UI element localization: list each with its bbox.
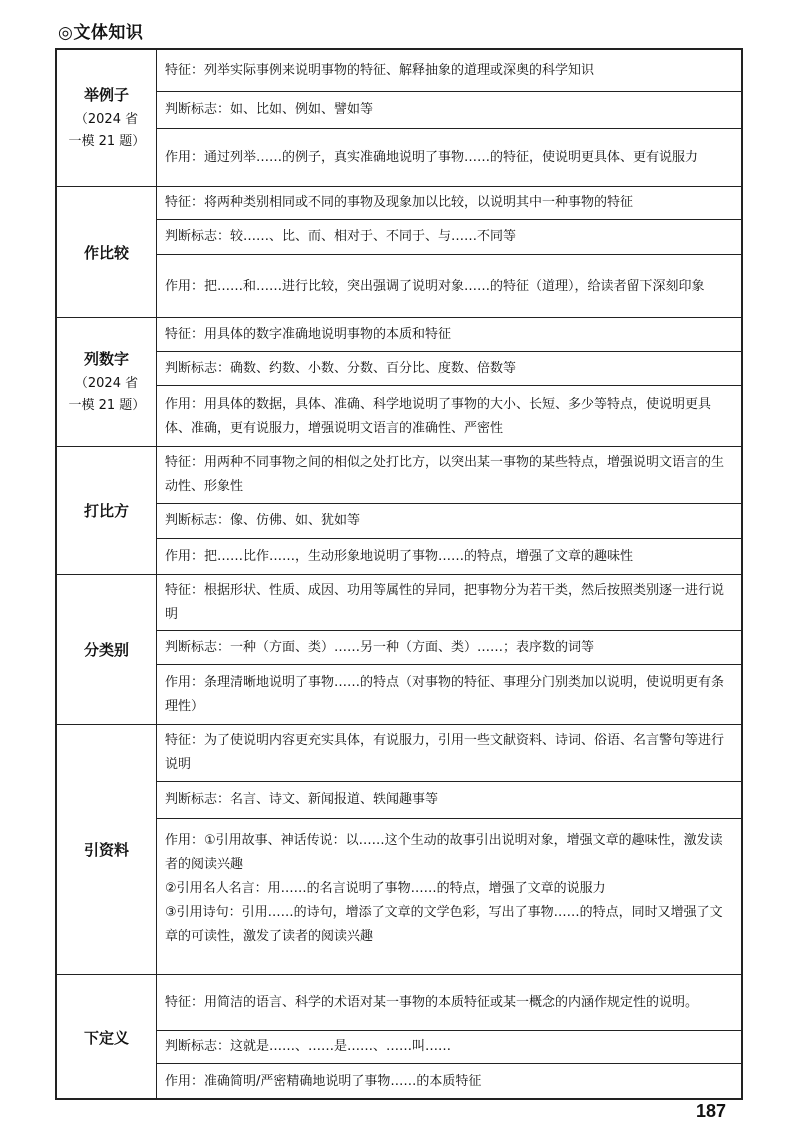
feature-cell bbox=[157, 975, 741, 1031]
marker-text: 判断标志：名言、诗文、新闻报道、轶闻趣事等 bbox=[165, 792, 439, 807]
feature-text: 特征：列举实际事例来说明事物的特征、解释抽象的道理或深奥的科学知识 bbox=[165, 62, 595, 78]
section-header: ◎文体知识 bbox=[58, 23, 144, 43]
table-row bbox=[57, 725, 741, 975]
function-text: 作用：①引用故事、神话传说：以……这个生动的故事引出说明对象，增强文章的趣味性，激发读者的阅读兴趣 bbox=[165, 833, 723, 872]
marker-cell bbox=[157, 352, 741, 386]
feature-text: 特征：用两种不同事物之间的相似之处打比方，以突出某一事物的某些特点，增强说明文语言的生动性、形象性 bbox=[165, 455, 725, 494]
function-cell bbox=[157, 665, 741, 725]
marker-cell bbox=[157, 1031, 741, 1064]
table-row bbox=[57, 318, 741, 447]
table-row bbox=[57, 187, 741, 318]
table-row bbox=[57, 50, 741, 187]
feature-cell bbox=[157, 318, 741, 352]
method-label bbox=[57, 575, 157, 724]
marker-cell bbox=[157, 782, 741, 819]
marker-text: 判断标志：这就是……、……是……、……叫…… bbox=[165, 1039, 452, 1054]
feature-text: 特征：用简洁的语言、科学的术语对某一事物的本质特征或某一概念的内涵作规定性的说明。 bbox=[165, 994, 699, 1010]
knowledge-table bbox=[55, 48, 743, 1100]
table-row bbox=[57, 975, 741, 1100]
method-name: 引资料 bbox=[83, 841, 129, 859]
method-source: （2024 省一模 21 题） bbox=[68, 111, 146, 149]
function-text: 作用：把……比作……，生动形象地说明了事物……的特点，增强了文章的趣味性 bbox=[165, 549, 634, 564]
method-name: 列数字 bbox=[83, 349, 129, 368]
function-text: 作用：条理清晰地说明了事物……的特点（对事物的特征、事理分门别类加以说明，使说明更有条理性） bbox=[165, 675, 725, 714]
feature-cell bbox=[157, 50, 741, 92]
marker-cell bbox=[157, 504, 741, 539]
function-cell bbox=[157, 255, 741, 318]
table-row bbox=[57, 447, 741, 575]
marker-text: 判断标志：像、仿佛、如、犹如等 bbox=[165, 513, 361, 528]
feature-text: 特征：用具体的数字准确地说明事物的本质和特征 bbox=[165, 326, 452, 342]
method-name: 打比方 bbox=[83, 502, 129, 520]
feature-cell bbox=[157, 725, 741, 782]
method-label bbox=[57, 187, 157, 317]
table-row bbox=[57, 575, 741, 725]
method-name: 分类别 bbox=[83, 641, 129, 659]
marker-cell bbox=[157, 631, 741, 665]
feature-text: 特征：将两种类别相同或不同的事物及现象加以比较，以说明其中一种事物的特征 bbox=[165, 195, 634, 210]
marker-text: 判断标志：确数、约数、小数、分数、百分比、度数、倍数等 bbox=[165, 360, 517, 376]
function-text: 作用：把……和……进行比较，突出强调了说明对象……的特征（道理），给读者留下深刻印象 bbox=[165, 278, 705, 294]
marker-text: 判断标志：如、比如、例如、譬如等 bbox=[165, 102, 374, 117]
marker-text: 判断标志：一种（方面、类）……另一种（方面、类）……；表序数的词等 bbox=[165, 639, 595, 655]
marker-text: 判断标志：较……、比、而、相对于、不同于、与……不同等 bbox=[165, 229, 517, 244]
function-cell bbox=[157, 129, 741, 187]
function-text: 作用：用具体的数据，具体、准确、科学地说明了事物的大小、长短、多少等特点，使说明更具体、准确，更有说服力，增强说明文语言的准确性、严密性 bbox=[165, 396, 712, 436]
function-cell bbox=[157, 386, 741, 447]
function-text: 作用：准确简明/严密精确地说明了事物……的本质特征 bbox=[165, 1074, 482, 1089]
marker-cell bbox=[157, 92, 741, 129]
method-label bbox=[57, 50, 157, 186]
method-label bbox=[57, 725, 157, 974]
function-text: 作用：通过列举……的例子，真实准确地说明了事物……的特征，使说明更具体、更有说服力 bbox=[165, 150, 699, 165]
method-name: 作比较 bbox=[83, 243, 129, 262]
method-label bbox=[57, 975, 157, 1100]
function-line-3: ③引用诗句：引用……的诗句，增添了文章的文学色彩，写出了事物……的特点，同时又增强了文章的可读性，激发了读者的阅读兴趣 bbox=[165, 905, 723, 944]
function-cell bbox=[157, 539, 741, 575]
feature-text: 特征：根据形状、性质、成因、功用等属性的异同，把事物分为若干类，然后按照类别逐一进行说明 bbox=[165, 582, 725, 622]
feature-cell bbox=[157, 447, 741, 504]
method-name: 下定义 bbox=[83, 1029, 129, 1047]
method-source: （2024 省一模 21 题） bbox=[68, 375, 146, 413]
marker-cell bbox=[157, 220, 741, 255]
feature-cell bbox=[157, 575, 741, 631]
function-cell bbox=[157, 1064, 741, 1100]
method-label bbox=[57, 318, 157, 446]
feature-text: 特征：为了使说明内容更充实具体，有说服力，引用一些文献资料、诗词、俗语、名言警句等进行说明 bbox=[165, 733, 725, 772]
page-number: 187 bbox=[695, 1101, 726, 1121]
function-line-2: ②引用名人名言：用……的名言说明了事物……的特点，增强了文章的说服力 bbox=[165, 881, 606, 896]
method-label bbox=[57, 447, 157, 574]
feature-cell bbox=[157, 187, 741, 220]
method-name: 举例子 bbox=[83, 85, 129, 104]
function-cell bbox=[157, 819, 741, 975]
